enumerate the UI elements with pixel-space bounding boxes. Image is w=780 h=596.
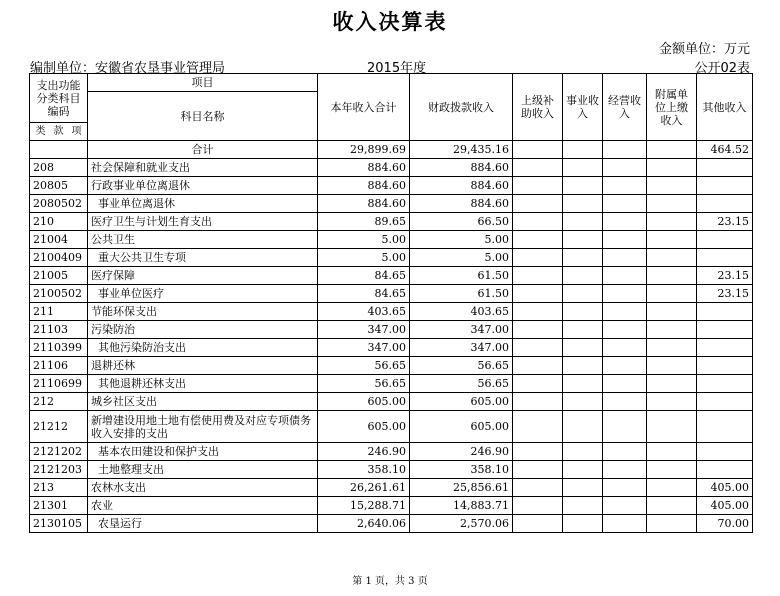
- row-affiliated: [647, 285, 697, 303]
- row-other: [697, 177, 753, 195]
- row-business: [563, 375, 603, 393]
- row-total-income: 89.65: [318, 213, 410, 231]
- total-fiscal-cell: 29,435.16: [410, 141, 513, 159]
- total-label: 合计: [88, 141, 318, 159]
- row-business: [563, 411, 603, 443]
- row-affiliated: [647, 357, 697, 375]
- row-other: [697, 443, 753, 461]
- row-total-income: 605.00: [318, 393, 410, 411]
- row-other: 70.00: [697, 515, 753, 533]
- row-name: 节能环保支出: [88, 303, 318, 321]
- row-business: [563, 285, 603, 303]
- row-total-income: 56.65: [318, 375, 410, 393]
- table-row: [30, 339, 753, 357]
- row-other: 23.15: [697, 213, 753, 231]
- row-superior: [513, 411, 563, 443]
- header-subject-name: 科目名称: [88, 92, 318, 141]
- row-fiscal: 5.00: [410, 249, 513, 267]
- row-fiscal: 5.00: [410, 231, 513, 249]
- row-business: [563, 321, 603, 339]
- table-row: [30, 285, 753, 303]
- row-superior: [513, 321, 563, 339]
- table-row: [30, 461, 753, 479]
- row-affiliated: [647, 479, 697, 497]
- row-superior: [513, 393, 563, 411]
- row-fiscal: 61.50: [410, 285, 513, 303]
- row-other: [697, 249, 753, 267]
- row-fiscal: 2,570.06: [410, 515, 513, 533]
- row-other: 405.00: [697, 497, 753, 515]
- unit-label: 金额单位：万元: [658, 42, 750, 57]
- row-name: 社会保障和就业支出: [88, 159, 318, 177]
- table-row: [30, 249, 753, 267]
- table-row: [30, 357, 753, 375]
- row-operating: [603, 515, 647, 533]
- row-business: [563, 497, 603, 515]
- row-fiscal: 14,883.71: [410, 497, 513, 515]
- table-row: [30, 195, 753, 213]
- row-business: [563, 393, 603, 411]
- row-other: 23.15: [697, 267, 753, 285]
- row-affiliated: [647, 267, 697, 285]
- row-name: 事业单位医疗: [88, 285, 318, 303]
- row-name: 土地整理支出: [88, 461, 318, 479]
- row-total-income: 403.65: [318, 303, 410, 321]
- row-operating: [603, 177, 647, 195]
- row-superior: [513, 303, 563, 321]
- row-superior: [513, 213, 563, 231]
- row-code: 21004: [30, 231, 88, 249]
- row-affiliated: [647, 393, 697, 411]
- row-other: [697, 461, 753, 479]
- row-fiscal: 884.60: [410, 177, 513, 195]
- row-affiliated: [647, 177, 697, 195]
- row-name: 基本农田建设和保护支出: [88, 443, 318, 461]
- row-fiscal: 347.00: [410, 339, 513, 357]
- row-affiliated: [647, 411, 697, 443]
- row-code: 2130105: [30, 515, 88, 533]
- row-total-income: 84.65: [318, 267, 410, 285]
- row-business: [563, 195, 603, 213]
- row-operating: [603, 249, 647, 267]
- row-other: [697, 195, 753, 213]
- header-fiscal: 财政拨款收入: [410, 74, 513, 141]
- row-superior: [513, 339, 563, 357]
- row-code: 21103: [30, 321, 88, 339]
- row-business: [563, 461, 603, 479]
- row-name: 农林水支出: [88, 479, 318, 497]
- row-name: 重大公共卫生专项: [88, 249, 318, 267]
- row-code: 2080502: [30, 195, 88, 213]
- row-code: 2100409: [30, 249, 88, 267]
- table-row: [30, 159, 753, 177]
- row-affiliated: [647, 443, 697, 461]
- row-operating: [603, 267, 647, 285]
- row-affiliated: [647, 249, 697, 267]
- page-title: 收入决算表: [332, 10, 448, 34]
- row-operating: [603, 479, 647, 497]
- total-income-cell: 29,899.69: [318, 141, 410, 159]
- row-total-income: 84.65: [318, 285, 410, 303]
- row-name: 其他污染防治支出: [88, 339, 318, 357]
- row-other: [697, 393, 753, 411]
- row-other: 405.00: [697, 479, 753, 497]
- row-other: [697, 159, 753, 177]
- row-fiscal: 403.65: [410, 303, 513, 321]
- row-name: 农业: [88, 497, 318, 515]
- row-total-income: 56.65: [318, 357, 410, 375]
- row-operating: [603, 393, 647, 411]
- row-other: [697, 339, 753, 357]
- row-code: 2100502: [30, 285, 88, 303]
- row-code: 213: [30, 479, 88, 497]
- row-other: [697, 411, 753, 443]
- row-superior: [513, 267, 563, 285]
- row-total-income: 884.60: [318, 195, 410, 213]
- row-operating: [603, 213, 647, 231]
- table-row: [30, 267, 753, 285]
- row-name: 事业单位离退休: [88, 195, 318, 213]
- row-business: [563, 213, 603, 231]
- row-operating: [603, 231, 647, 249]
- row-superior: [513, 249, 563, 267]
- row-code: 2121202: [30, 443, 88, 461]
- row-business: [563, 249, 603, 267]
- table-row: [30, 393, 753, 411]
- row-total-income: 15,288.71: [318, 497, 410, 515]
- row-fiscal: 25,856.61: [410, 479, 513, 497]
- row-name: 新增建设用地土地有偿使用费及对应专项债务收入安排的支出: [88, 411, 318, 443]
- header-total-income: 本年收入合计: [318, 74, 410, 141]
- row-code: 2110699: [30, 375, 88, 393]
- row-other: [697, 357, 753, 375]
- row-affiliated: [647, 515, 697, 533]
- row-total-income: 26,261.61: [318, 479, 410, 497]
- row-affiliated: [647, 159, 697, 177]
- row-code: 211: [30, 303, 88, 321]
- row-code: 208: [30, 159, 88, 177]
- row-affiliated: [647, 497, 697, 515]
- row-code: 212: [30, 393, 88, 411]
- row-other: [697, 303, 753, 321]
- row-code: 21301: [30, 497, 88, 515]
- header-affiliated: 附属单位上缴收入: [647, 74, 697, 141]
- row-business: [563, 479, 603, 497]
- header-item: 项: [71, 126, 82, 137]
- row-operating: [603, 411, 647, 443]
- header-section: 款: [53, 126, 64, 137]
- row-business: [563, 443, 603, 461]
- row-code: 21212: [30, 411, 88, 443]
- row-name: 污染防治: [88, 321, 318, 339]
- table-row: [30, 411, 753, 443]
- table-row: [30, 497, 753, 515]
- row-fiscal: 66.50: [410, 213, 513, 231]
- header-kind: 类: [35, 126, 46, 137]
- row-operating: [603, 375, 647, 393]
- row-total-income: 5.00: [318, 249, 410, 267]
- table-row: [30, 321, 753, 339]
- table-row: [30, 303, 753, 321]
- row-total-income: 347.00: [318, 321, 410, 339]
- header-superior: 上级补助收入: [513, 74, 563, 141]
- row-fiscal: 347.00: [410, 321, 513, 339]
- row-business: [563, 231, 603, 249]
- row-affiliated: [647, 195, 697, 213]
- row-superior: [513, 357, 563, 375]
- row-superior: [513, 515, 563, 533]
- row-operating: [603, 303, 647, 321]
- row-total-income: 358.10: [318, 461, 410, 479]
- row-code: 21005: [30, 267, 88, 285]
- header-project: 项目: [88, 74, 318, 92]
- row-fiscal: 246.90: [410, 443, 513, 461]
- row-total-income: 884.60: [318, 159, 410, 177]
- row-other: [697, 321, 753, 339]
- org-label: 编制单位：安徽省农垦事业管理局: [30, 61, 226, 76]
- row-affiliated: [647, 321, 697, 339]
- row-fiscal: 358.10: [410, 461, 513, 479]
- row-fiscal: 605.00: [410, 393, 513, 411]
- row-name: 医疗卫生与计划生育支出: [88, 213, 318, 231]
- row-total-income: 2,640.06: [318, 515, 410, 533]
- row-other: 23.15: [697, 285, 753, 303]
- header-business: 事业收入: [563, 74, 603, 141]
- row-business: [563, 303, 603, 321]
- table-row: [30, 213, 753, 231]
- row-other: [697, 231, 753, 249]
- row-code: 20805: [30, 177, 88, 195]
- row-superior: [513, 479, 563, 497]
- row-code: 2121203: [30, 461, 88, 479]
- row-fiscal: 61.50: [410, 267, 513, 285]
- total-other-cell: 464.52: [697, 141, 753, 159]
- row-name: 行政事业单位离退休: [88, 177, 318, 195]
- table-row: [30, 479, 753, 497]
- row-operating: [603, 159, 647, 177]
- row-fiscal: 56.65: [410, 357, 513, 375]
- row-total-income: 884.60: [318, 177, 410, 195]
- income-table: [29, 73, 753, 533]
- page-footer: 第 1 页，共 3 页: [352, 576, 428, 587]
- row-operating: [603, 497, 647, 515]
- row-total-income: 246.90: [318, 443, 410, 461]
- row-total-income: 605.00: [318, 411, 410, 443]
- row-affiliated: [647, 375, 697, 393]
- row-operating: [603, 195, 647, 213]
- row-name: 其他退耕还林支出: [88, 375, 318, 393]
- header-other: 其他收入: [697, 74, 753, 141]
- header-operating: 经营收入: [603, 74, 647, 141]
- row-superior: [513, 443, 563, 461]
- row-code: 21106: [30, 357, 88, 375]
- year-label: 2015年度: [367, 61, 427, 76]
- table-row: [30, 177, 753, 195]
- row-superior: [513, 159, 563, 177]
- row-fiscal: 884.60: [410, 195, 513, 213]
- row-affiliated: [647, 231, 697, 249]
- row-operating: [603, 339, 647, 357]
- row-operating: [603, 285, 647, 303]
- row-business: [563, 515, 603, 533]
- table-row: [30, 375, 753, 393]
- row-code: 2110399: [30, 339, 88, 357]
- row-other: [697, 375, 753, 393]
- table-row: [30, 443, 753, 461]
- table-row: [30, 231, 753, 249]
- row-code: 210: [30, 213, 88, 231]
- row-name: 医疗保障: [88, 267, 318, 285]
- row-business: [563, 357, 603, 375]
- row-total-income: 347.00: [318, 339, 410, 357]
- row-total-income: 5.00: [318, 231, 410, 249]
- row-fiscal: 884.60: [410, 159, 513, 177]
- total-row: [30, 141, 753, 159]
- row-operating: [603, 357, 647, 375]
- row-fiscal: 56.65: [410, 375, 513, 393]
- row-operating: [603, 321, 647, 339]
- row-superior: [513, 231, 563, 249]
- row-fiscal: 605.00: [410, 411, 513, 443]
- form-label: 公开02表: [694, 61, 750, 76]
- row-business: [563, 339, 603, 357]
- table-row: [30, 515, 753, 533]
- header-code: 支出功能分类科目编码: [30, 74, 88, 123]
- header-kind-section-item: [30, 123, 88, 141]
- row-business: [563, 267, 603, 285]
- row-superior: [513, 285, 563, 303]
- row-superior: [513, 177, 563, 195]
- row-operating: [603, 461, 647, 479]
- row-affiliated: [647, 461, 697, 479]
- row-superior: [513, 195, 563, 213]
- row-business: [563, 177, 603, 195]
- row-affiliated: [647, 339, 697, 357]
- row-superior: [513, 497, 563, 515]
- row-name: 退耕还林: [88, 357, 318, 375]
- row-operating: [603, 443, 647, 461]
- row-name: 公共卫生: [88, 231, 318, 249]
- row-affiliated: [647, 303, 697, 321]
- row-superior: [513, 375, 563, 393]
- row-affiliated: [647, 213, 697, 231]
- row-name: 城乡社区支出: [88, 393, 318, 411]
- row-name: 农垦运行: [88, 515, 318, 533]
- row-superior: [513, 461, 563, 479]
- row-business: [563, 159, 603, 177]
